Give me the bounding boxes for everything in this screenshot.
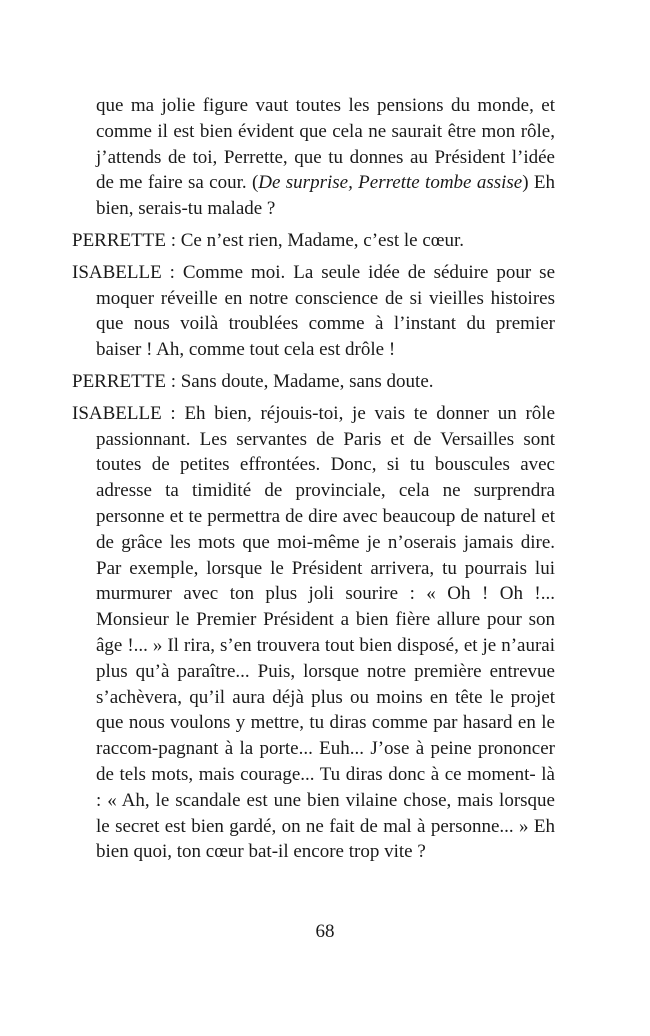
dialogue-line [72, 401, 555, 865]
stage-direction: De surprise, Perrette tombe assise [258, 172, 523, 194]
speaker-name: PERRETTE : [72, 370, 176, 392]
dialogue-text: Sans doute, Madame, sans doute. [180, 370, 434, 392]
dialogue-text: Eh bien, réjouis-toi, je vais te donner un rôle passionnant. Les servantes de Paris et de Versailles sont toutes de petites effrontées. Donc, si tu bouscules avec adresse ta timidité de provinciale, cela ne surprendra personne et te permettra de dire avec beaucoup de naturel et de grâce les mots que moi-même je n’oserais jamais dire. Par exemple, lorsque le Président arrivera, tu pourrais lui murmurer avec ton plus joli sourire : « Oh ! Oh !... Monsieur le Premier Président a bien fière allure pour son âge !... » Il rira, s’en trouvera tout bien disposé, et je n’aurai plus qu’à paraître... Puis, lorsque notre première entrevue s’achèvera, qu’il aura déjà plus ou moins en tête le projet que nous voulons y mettre, tu diras comme par hasard en le raccom-pagnant à la porte... Euh... J’ose à peine prononcer de tels mots, mais courage... Tu diras donc à ce moment- là : « Ah, le scandale est une bien vilaine chose, mais lorsque le secret est bien gardé, on ne fait de mal à personne... » Eh bien quoi, ton cœur bat-il encore trop vite ? [96, 402, 555, 863]
dialogue-text: Ce n’est rien, Madame, c’est le cœur. [180, 229, 465, 251]
paragraph-continuation [72, 93, 555, 222]
paragraph-text-before-stage: que ma jolie figure vaut toutes les pensions du monde, et comme il est bien évident que cela ne saurait être mon rôle, j’attends de toi, Perrette, que tu donnes au Président l’idée de me faire sa cour. ( [96, 95, 555, 194]
paragraph-text-after-stage: ) Eh bien, serais-tu malade ? [96, 172, 555, 220]
dialogue-line [72, 260, 555, 363]
page-number: 68 [315, 921, 335, 942]
dialogue-line [72, 228, 555, 254]
speaker-name: ISABELLE : [72, 261, 175, 283]
speaker-name: ISABELLE : [72, 402, 176, 424]
dialogue-text: Comme moi. La seule idée de séduire pour se moquer réveille en notre conscience de si vieilles histoires que nous voilà troublées comme à l’instant du premier baiser ! Ah, comme tout cela est drôle ! [96, 261, 555, 361]
speaker-name: PERRETTE : [72, 229, 176, 251]
book-page-body [72, 93, 555, 871]
dialogue-line [72, 369, 555, 395]
